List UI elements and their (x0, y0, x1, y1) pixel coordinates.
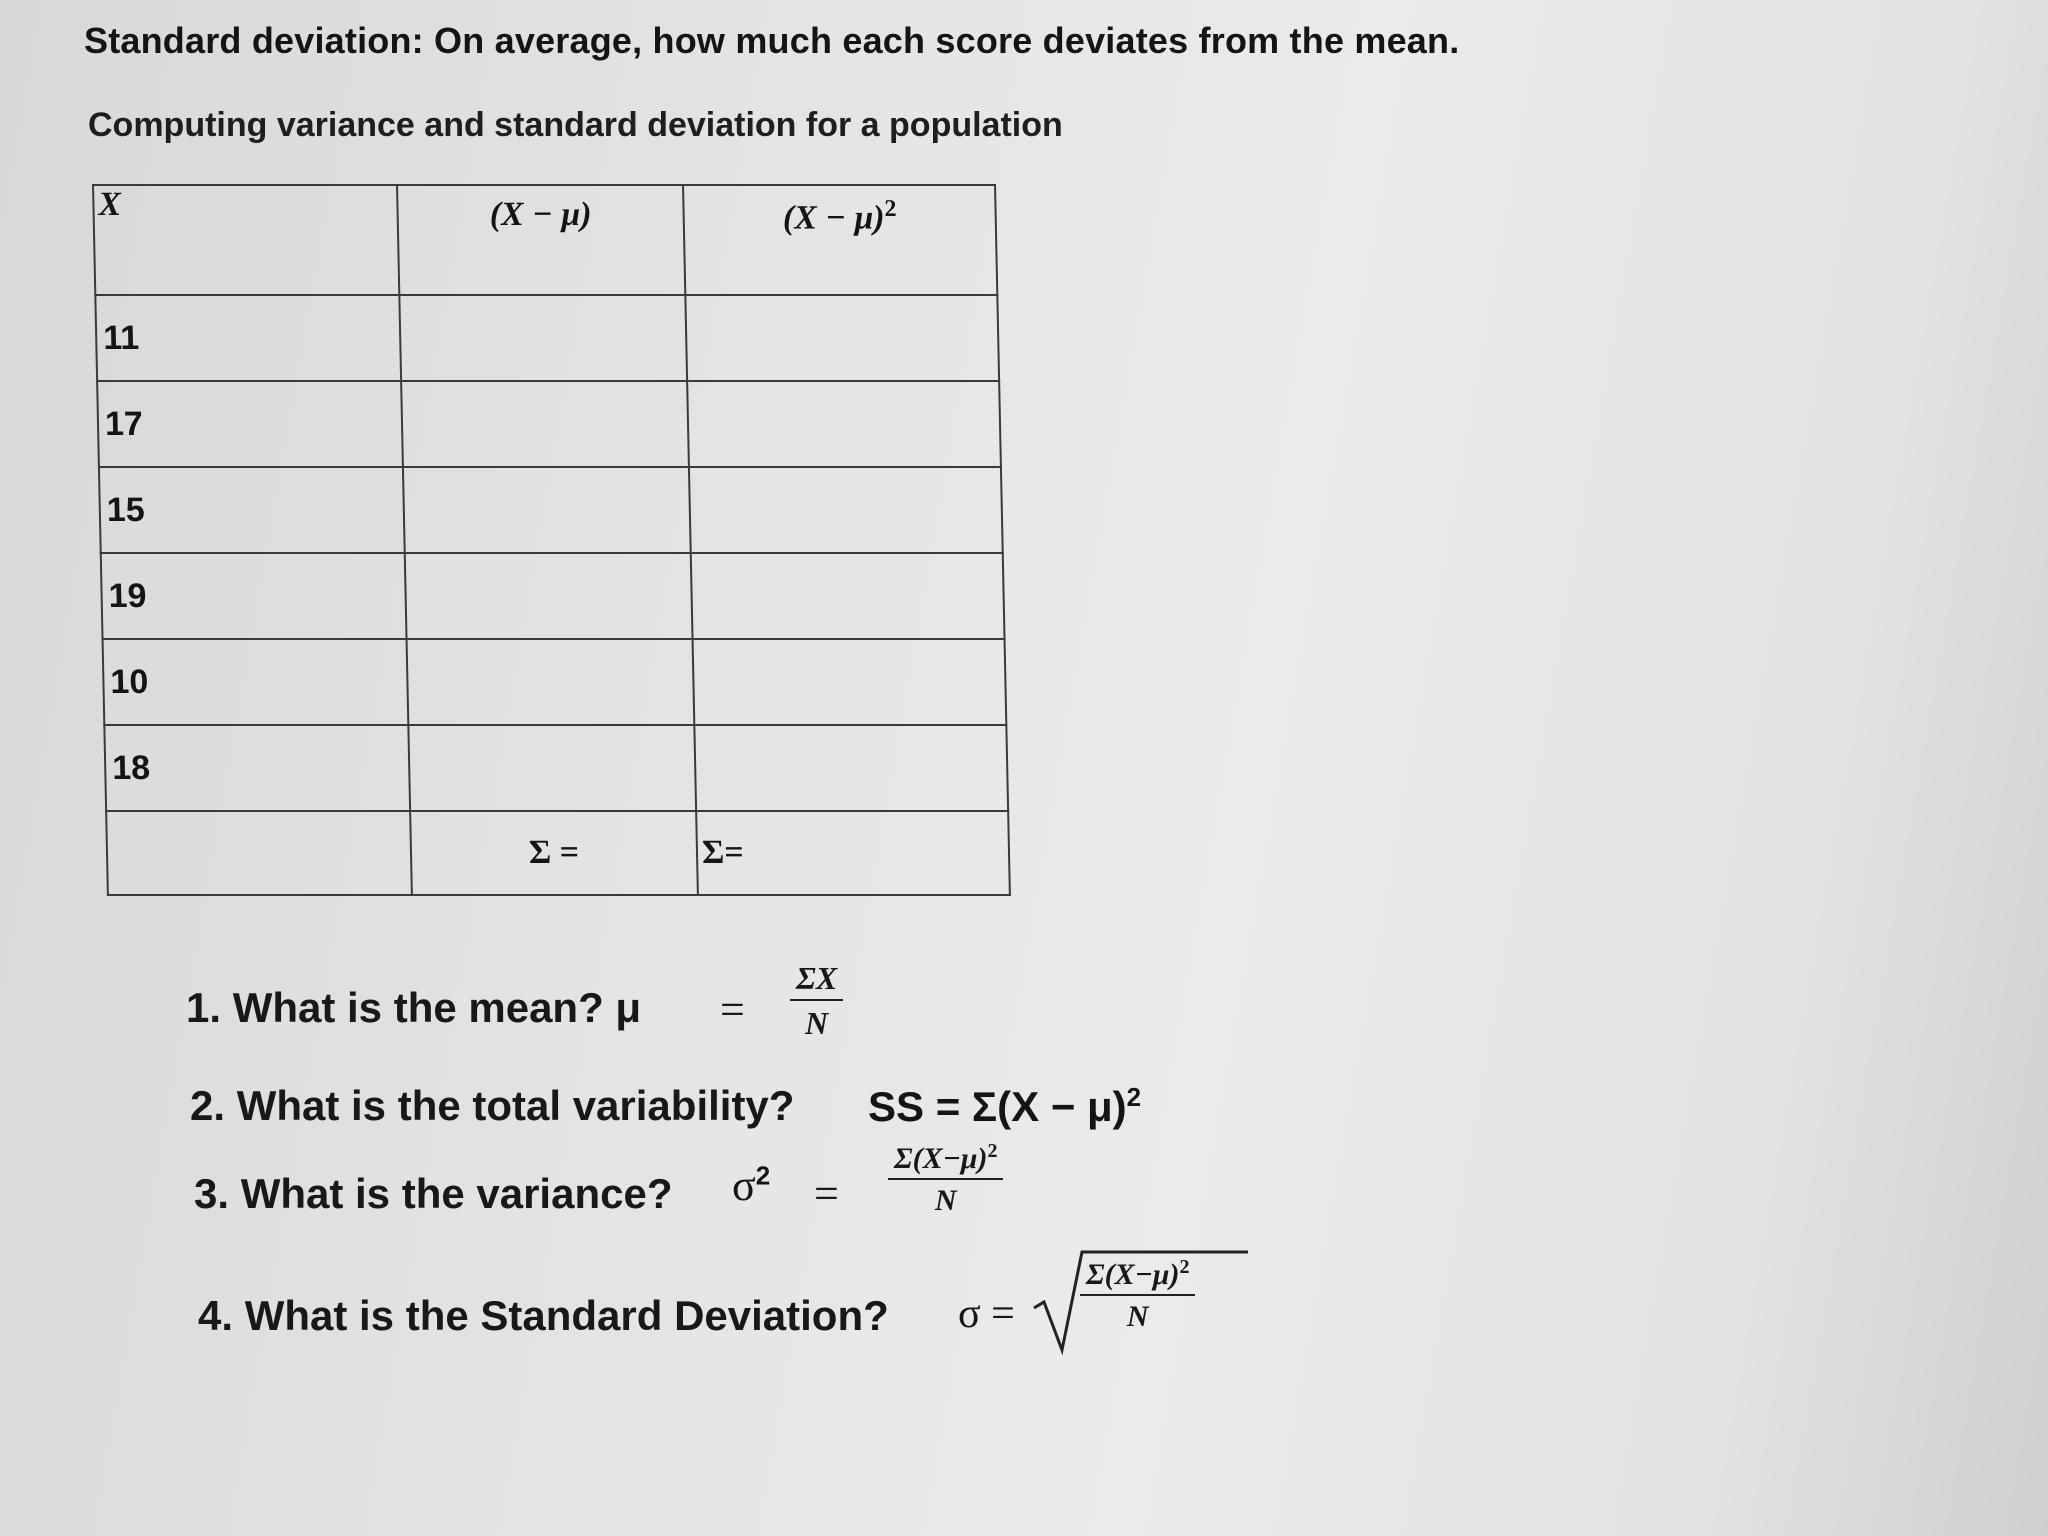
sum-row (106, 811, 1010, 895)
question-standard-deviation: 4. What is the Standard Deviation? (198, 1292, 889, 1339)
squared-cell[interactable] (687, 381, 1001, 467)
table-row (101, 553, 1005, 639)
table-row (95, 295, 999, 381)
variance-exponent: 2 (755, 1160, 771, 1191)
sd-numerator (1080, 1256, 1195, 1296)
sd-denominator: N (1126, 1300, 1149, 1333)
x-value: 19 (101, 553, 407, 639)
mean-numerator: ΣX (790, 960, 843, 1001)
x-value: 18 (104, 725, 410, 811)
variance-numerator-exponent: 2 (987, 1140, 998, 1162)
header-deviation (397, 185, 685, 295)
ss-formula-text: SS = Σ(X − μ) (868, 1083, 1127, 1130)
deviation-cell[interactable] (403, 467, 691, 553)
computation-table (92, 184, 1011, 896)
deviation-cell[interactable] (408, 725, 696, 811)
sum-squared-cell[interactable]: Σ= (696, 811, 1010, 895)
table-row (97, 381, 1001, 467)
squared-cell[interactable] (691, 553, 1005, 639)
header-x: X (93, 185, 399, 295)
variance-denominator: N (934, 1184, 957, 1217)
x-value: 11 (95, 295, 401, 381)
squared-cell[interactable] (685, 295, 999, 381)
table-row (99, 467, 1003, 553)
page-title: Standard deviation: On average, how much each score deviates from the mean. (84, 20, 1460, 61)
ss-exponent: 2 (1126, 1082, 1142, 1112)
header-deviation-label: (X − μ) (489, 196, 592, 233)
mean-equals: = (720, 985, 745, 1034)
mean-fraction (790, 960, 843, 1042)
section-subtitle: Computing variance and standard deviation for a population (88, 106, 1063, 144)
sd-numerator-text: Σ(X−μ) (1086, 1258, 1180, 1291)
x-value: 10 (103, 639, 409, 725)
variance-numerator (888, 1140, 1003, 1180)
variance-fraction (888, 1140, 1003, 1218)
question-variance: 3. What is the variance? (194, 1170, 673, 1217)
variance-sigma: σ (732, 1161, 756, 1210)
question-total-variability: 2. What is the total variability? (190, 1082, 795, 1129)
x-value: 17 (97, 381, 403, 467)
sd-symbol: σ = (958, 1291, 1015, 1337)
header-squared-exponent: 2 (884, 196, 897, 222)
sum-deviation-cell[interactable]: Σ = (410, 811, 698, 895)
table-row (104, 725, 1008, 811)
header-squared-deviation (683, 185, 997, 295)
table-row (103, 639, 1007, 725)
deviation-cell[interactable] (407, 639, 695, 725)
sum-blank-cell (106, 811, 412, 895)
deviation-cell[interactable] (401, 381, 689, 467)
mean-denominator: N (805, 1005, 829, 1041)
variance-numerator-text: Σ(X−μ) (894, 1142, 988, 1175)
header-squared-label: (X − μ) (782, 199, 886, 237)
squared-cell[interactable] (694, 725, 1008, 811)
squared-cell[interactable] (693, 639, 1007, 725)
squared-cell[interactable] (689, 467, 1003, 553)
sd-fraction (1080, 1256, 1195, 1334)
variance-equals: = (814, 1169, 839, 1218)
deviation-cell[interactable] (399, 295, 687, 381)
x-value: 15 (99, 467, 405, 553)
variance-symbol (732, 1160, 770, 1211)
question-mean: 1. What is the mean? μ (186, 984, 642, 1031)
ss-formula (868, 1082, 1141, 1131)
sd-numerator-exponent: 2 (1179, 1256, 1190, 1278)
table-header-row (93, 185, 997, 295)
deviation-cell[interactable] (405, 553, 693, 639)
